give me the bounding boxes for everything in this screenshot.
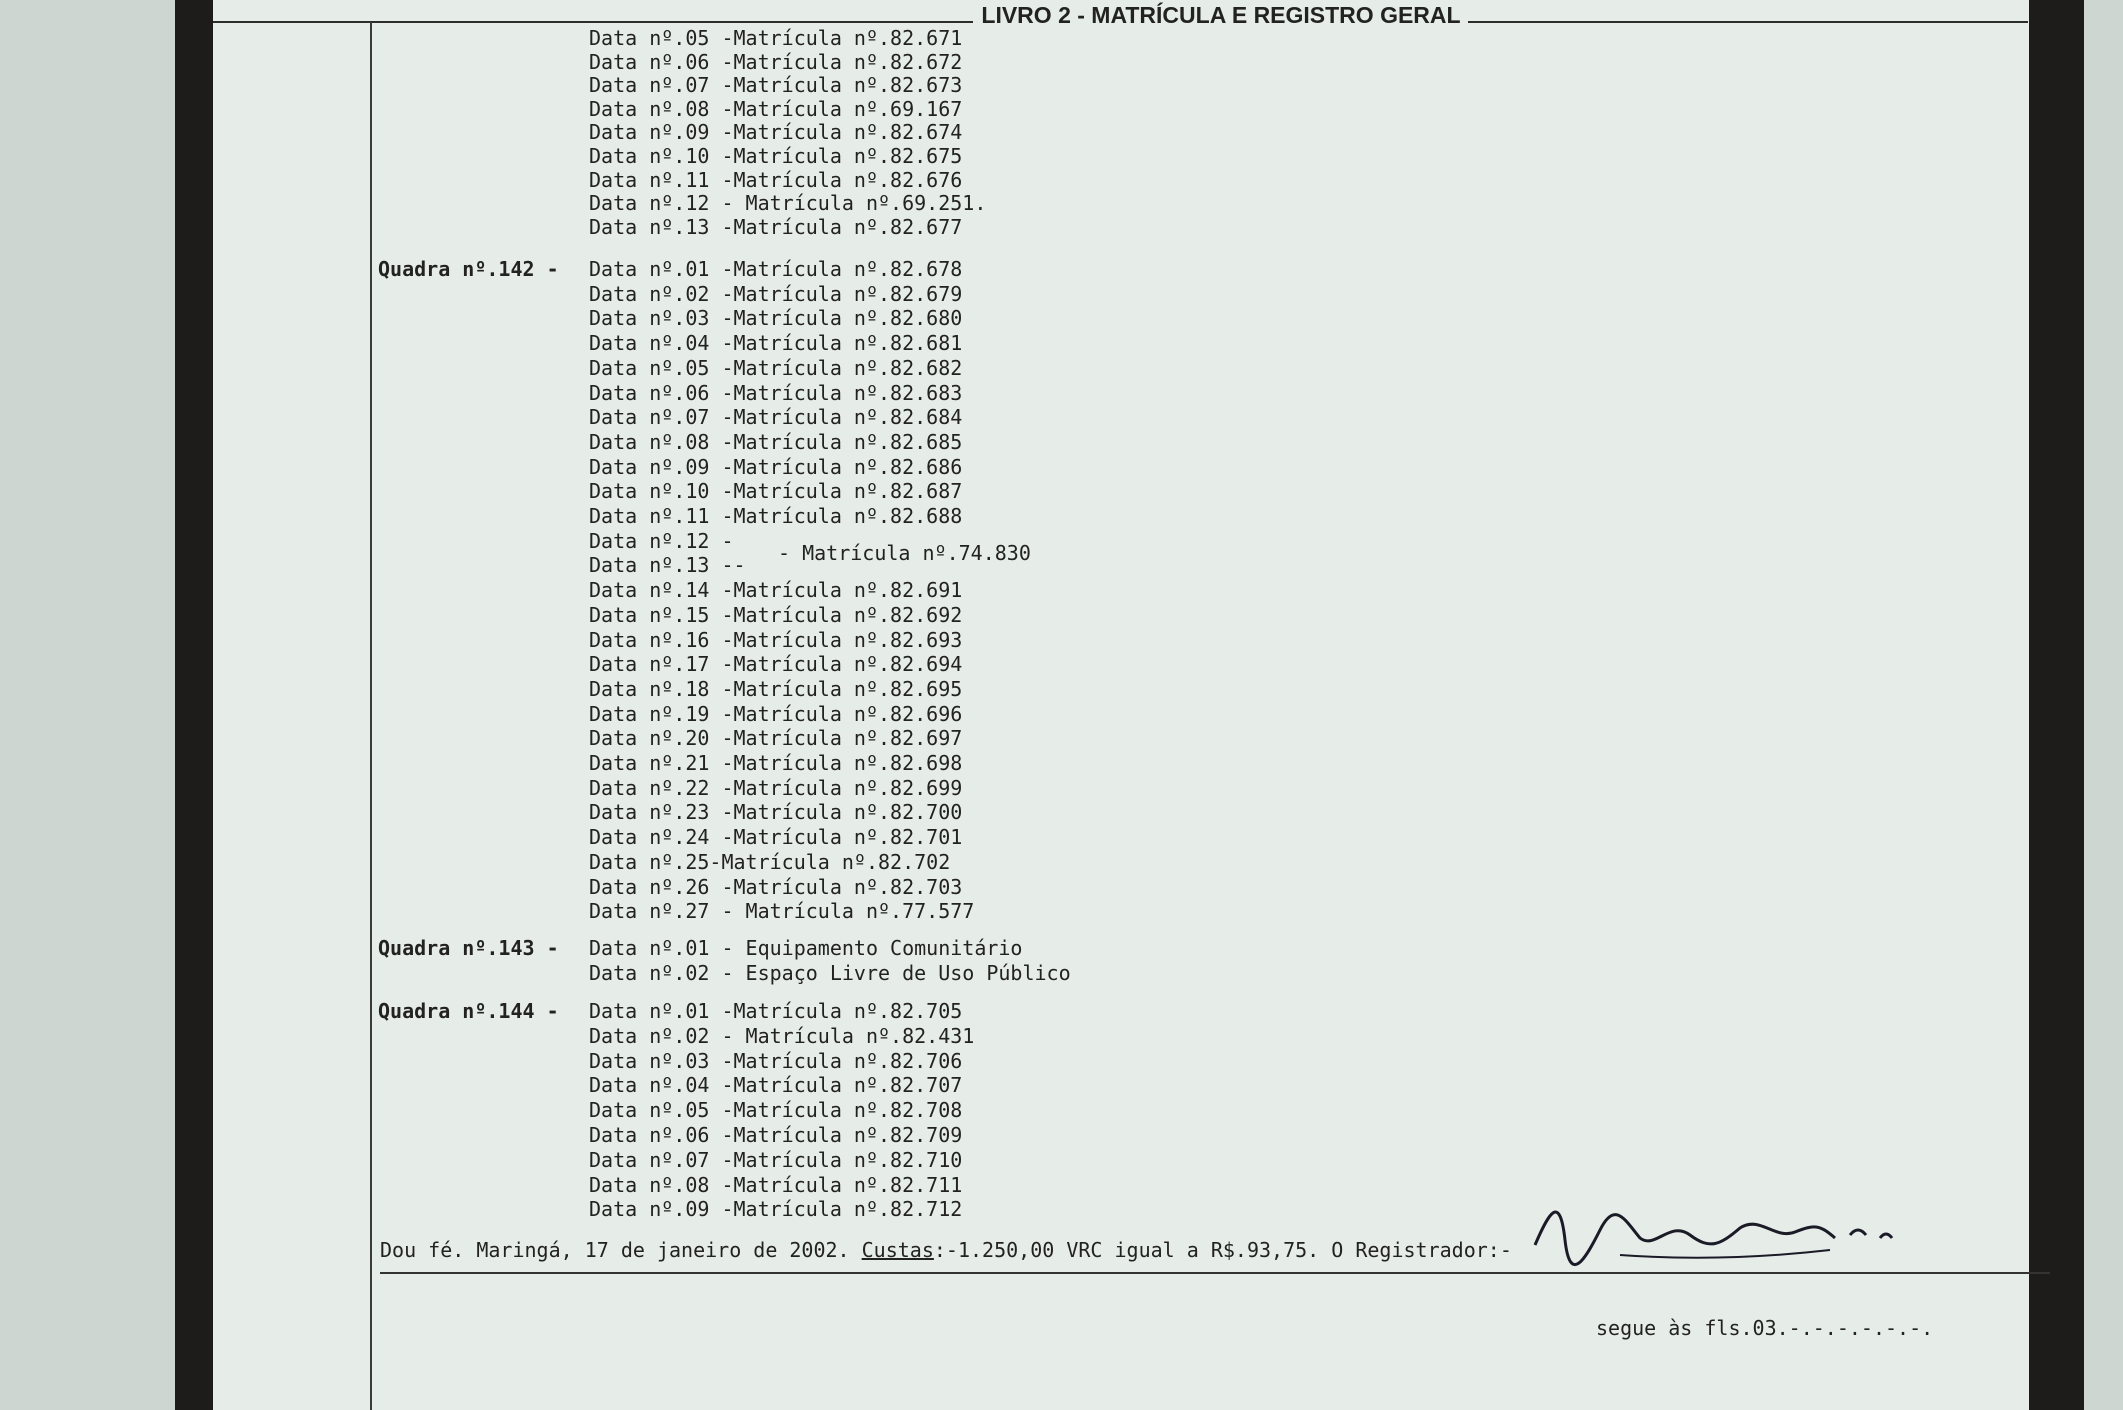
lot-entry: Data nº.03 -Matrícula nº.82.706 <box>589 1048 963 1073</box>
lot-entry: Data nº.02 - Espaço Livre de Uso Público <box>589 961 1071 985</box>
closing-statement <box>380 1237 1512 1263</box>
lot-entry: Data nº.10 -Matrícula nº.82.675 <box>589 144 963 168</box>
quadra-label: Quadra nº.142 - <box>378 257 559 281</box>
lot-entry: Data nº.03 -Matrícula nº.82.680 <box>589 306 963 331</box>
closing-text-end: :-1.250,00 VRC igual a R$.93,75. O Registrador:- <box>933 1238 1512 1262</box>
lot-entry: Data nº.06 -Matrícula nº.82.672 <box>589 49 963 74</box>
lot-entry: Data nº.05 -Matrícula nº.82.682 <box>589 355 963 380</box>
lot-entry: Data nº.12 - <box>589 528 734 553</box>
scan-border-right <box>2029 0 2084 1410</box>
header-rule-right <box>1468 21 2028 23</box>
document-page <box>213 0 2029 1410</box>
header-rule-left <box>213 21 973 23</box>
registrar-signature <box>1530 1200 1910 1270</box>
lot-entry: Data nº.02 -Matrícula nº.82.679 <box>589 281 963 306</box>
lot-entry: Data nº.01 -Matrícula nº.82.705 <box>589 999 963 1023</box>
lot-entry: Data nº.27 - Matrícula nº.77.577 <box>589 899 975 924</box>
lot-entry: Data nº.07 -Matrícula nº.82.710 <box>589 1147 963 1172</box>
lot-entry: Data nº.09 -Matrícula nº.82.686 <box>589 454 963 479</box>
lot-entry: Data nº.24 -Matrícula nº.82.701 <box>589 825 963 850</box>
bracket-matricula-note: - Matrícula nº.74.830 <box>778 541 1031 566</box>
lot-entry: Data nº.06 -Matrícula nº.82.709 <box>589 1123 963 1147</box>
lot-entry: Data nº.25-Matrícula nº.82.702 <box>589 849 951 874</box>
custas-label: Custas <box>861 1238 934 1262</box>
lot-entry: Data nº.01 -Matrícula nº.82.678 <box>589 257 963 281</box>
lot-entry: Data nº.08 -Matrícula nº.82.711 <box>589 1172 963 1197</box>
lot-entry: Data nº.07 -Matrícula nº.82.673 <box>589 73 963 98</box>
lot-entry: Data nº.20 -Matrícula nº.82.697 <box>589 726 963 751</box>
lot-entry: Data nº.16 -Matrícula nº.82.693 <box>589 627 963 652</box>
lot-entry: Data nº.05 -Matrícula nº.82.671 <box>589 26 963 50</box>
lot-entry: Data nº.11 -Matrícula nº.82.688 <box>589 504 963 528</box>
lot-entry: Data nº.05 -Matrícula nº.82.708 <box>589 1098 963 1123</box>
book-title: LIVRO 2 - MATRÍCULA E REGISTRO GERAL <box>981 2 1461 28</box>
lot-entry: Data nº.01 - Equipamento Comunitário <box>589 936 1023 960</box>
quadra-label: Quadra nº.144 - <box>378 999 559 1023</box>
lot-entry: Data nº.21 -Matrícula nº.82.698 <box>589 751 963 775</box>
lot-entry: Data nº.09 -Matrícula nº.82.674 <box>589 120 963 145</box>
lot-entry: Data nº.07 -Matrícula nº.82.684 <box>589 405 963 430</box>
closing-rule <box>380 1272 2050 1274</box>
lot-entry: Data nº.09 -Matrícula nº.82.712 <box>589 1197 963 1222</box>
margin-rule <box>370 22 372 1410</box>
lot-entry: Data nº.22 -Matrícula nº.82.699 <box>589 775 963 800</box>
lot-entry: Data nº.23 -Matrícula nº.82.700 <box>589 800 963 825</box>
lot-entry: Data nº.11 -Matrícula nº.82.676 <box>589 167 963 192</box>
continuation-note: segue às fls.03.-.-.-.-.-.-. <box>1596 1316 1934 1340</box>
lot-entry: Data nº.12 - Matrícula nº.69.251. <box>589 191 987 216</box>
lot-entry: Data nº.04 -Matrícula nº.82.681 <box>589 331 963 356</box>
lot-entry: Data nº.13 -- <box>589 553 746 578</box>
scan-border-left <box>175 0 213 1410</box>
lot-entry: Data nº.14 -Matrícula nº.82.691 <box>589 578 963 603</box>
lot-entry: Data nº.10 -Matrícula nº.82.687 <box>589 479 963 504</box>
lot-entry: Data nº.17 -Matrícula nº.82.694 <box>589 652 963 677</box>
lot-entry: Data nº.26 -Matrícula nº.82.703 <box>589 874 963 899</box>
lot-entry: Data nº.04 -Matrícula nº.82.707 <box>589 1073 963 1098</box>
lot-entry: Data nº.02 - Matrícula nº.82.431 <box>589 1023 975 1048</box>
lot-entry: Data nº.08 -Matrícula nº.82.685 <box>589 429 963 454</box>
lot-entry: Data nº.13 -Matrícula nº.82.677 <box>589 214 963 239</box>
lot-entry: Data nº.15 -Matrícula nº.82.692 <box>589 602 963 627</box>
quadra-label: Quadra nº.143 - <box>378 936 559 960</box>
closing-text-start: Dou fé. Maringá, 17 de janeiro de 2002. <box>380 1238 862 1262</box>
lot-entry: Data nº.19 -Matrícula nº.82.696 <box>589 701 963 726</box>
lot-entry: Data nº.06 -Matrícula nº.82.683 <box>589 380 963 405</box>
lot-entry: Data nº.08 -Matrícula nº.69.167 <box>589 96 963 121</box>
lot-entry: Data nº.18 -Matrícula nº.82.695 <box>589 676 963 701</box>
